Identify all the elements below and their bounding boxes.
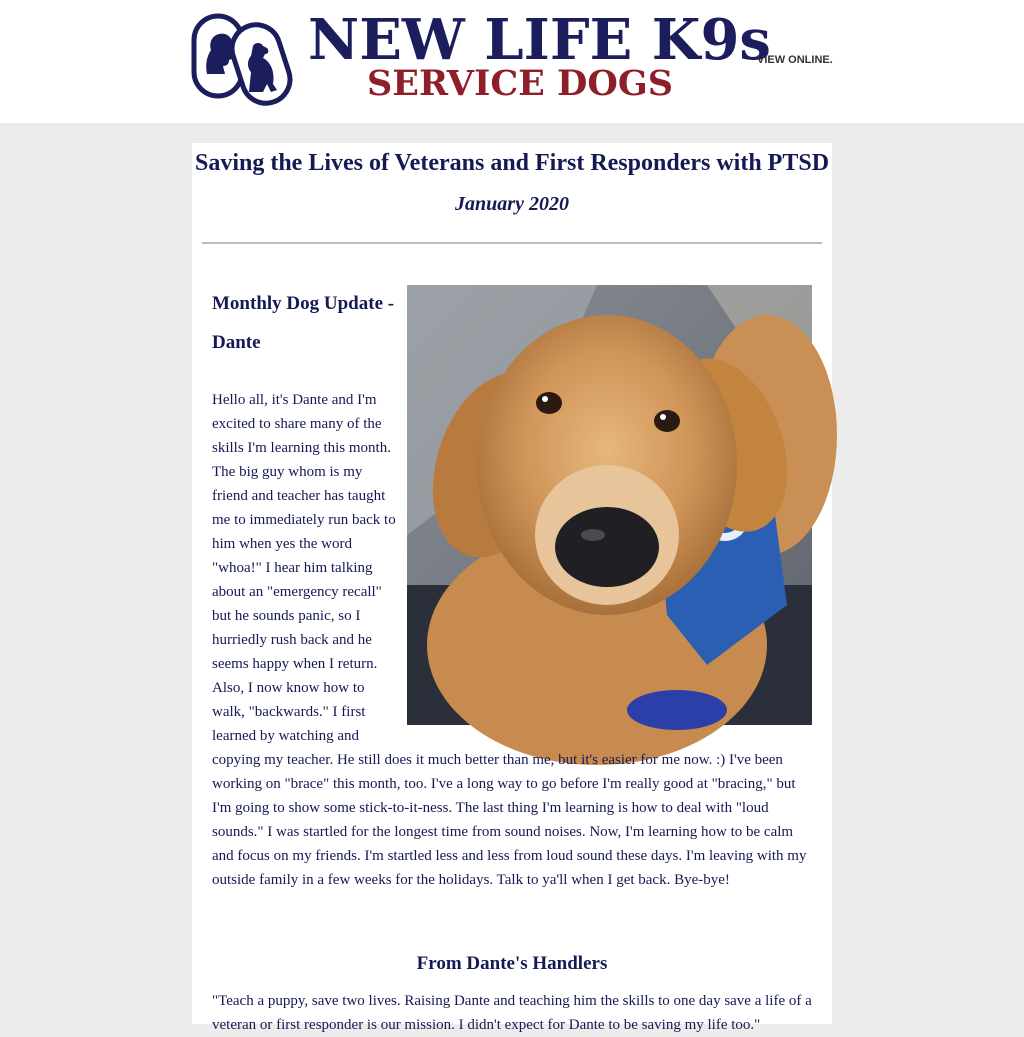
view-online-link[interactable]: VIEW ONLINE. [757, 54, 833, 66]
brand-title: NEW LIFE K9s [308, 7, 771, 73]
newsletter-headline: Saving the Lives of Veterans and First Responders with PTSD [194, 150, 830, 176]
issue-date: January 2020 [455, 193, 569, 215]
veteran-and-dog-icon [191, 12, 297, 106]
newsletter-content-card [192, 143, 832, 1033]
handlers-quote: "Teach a puppy, save two lives. Raising Dante and teaching him the skills to one day save a life of a veteran or first responder is our mission. I didn't expect for Dante to be saving my life too." [212, 993, 812, 1033]
newsletter-header [0, 0, 1024, 123]
brand-subtitle: SERVICE DOGS [367, 63, 674, 104]
section-divider [202, 242, 822, 244]
monthly-dog-update-article [212, 284, 812, 892]
handlers-section-title: From Dante's Handlers [416, 953, 608, 974]
article-body: Hello all, it's Dante and I'm excited to share many of the skills I'm learning this month. The big guy whom is my friend and teacher has taught me to immediately run back to him when yes the word "whoa!" I hear him talking about an "emergency recall" but he sounds panic, so I hurriedly rush back and he seems happy when I return. Also, I now know how to walk, "backwards." I first learned by watching and copying my teacher. He still does it much better than me, but it's easier for me now. :) I've been working on "brace" this month, too. I've a long way to go before I'm really good at "bracing," but I'm going to show some stick-to-it-ness. The last thing I'm learning is how to deal with "loud sounds." I was startled for the longest time from sound noises. Now, I'm learning how to be calm and focus on my friends. I'm startled less and less from loud sound these days. I'm leaving with my outside family in a few weeks for the holidays. Talk to ya'll when I get back. Bye-bye! [212, 392, 807, 888]
golden-retriever-photo [407, 285, 812, 725]
article-title: Monthly Dog Update - Dante [212, 293, 395, 353]
